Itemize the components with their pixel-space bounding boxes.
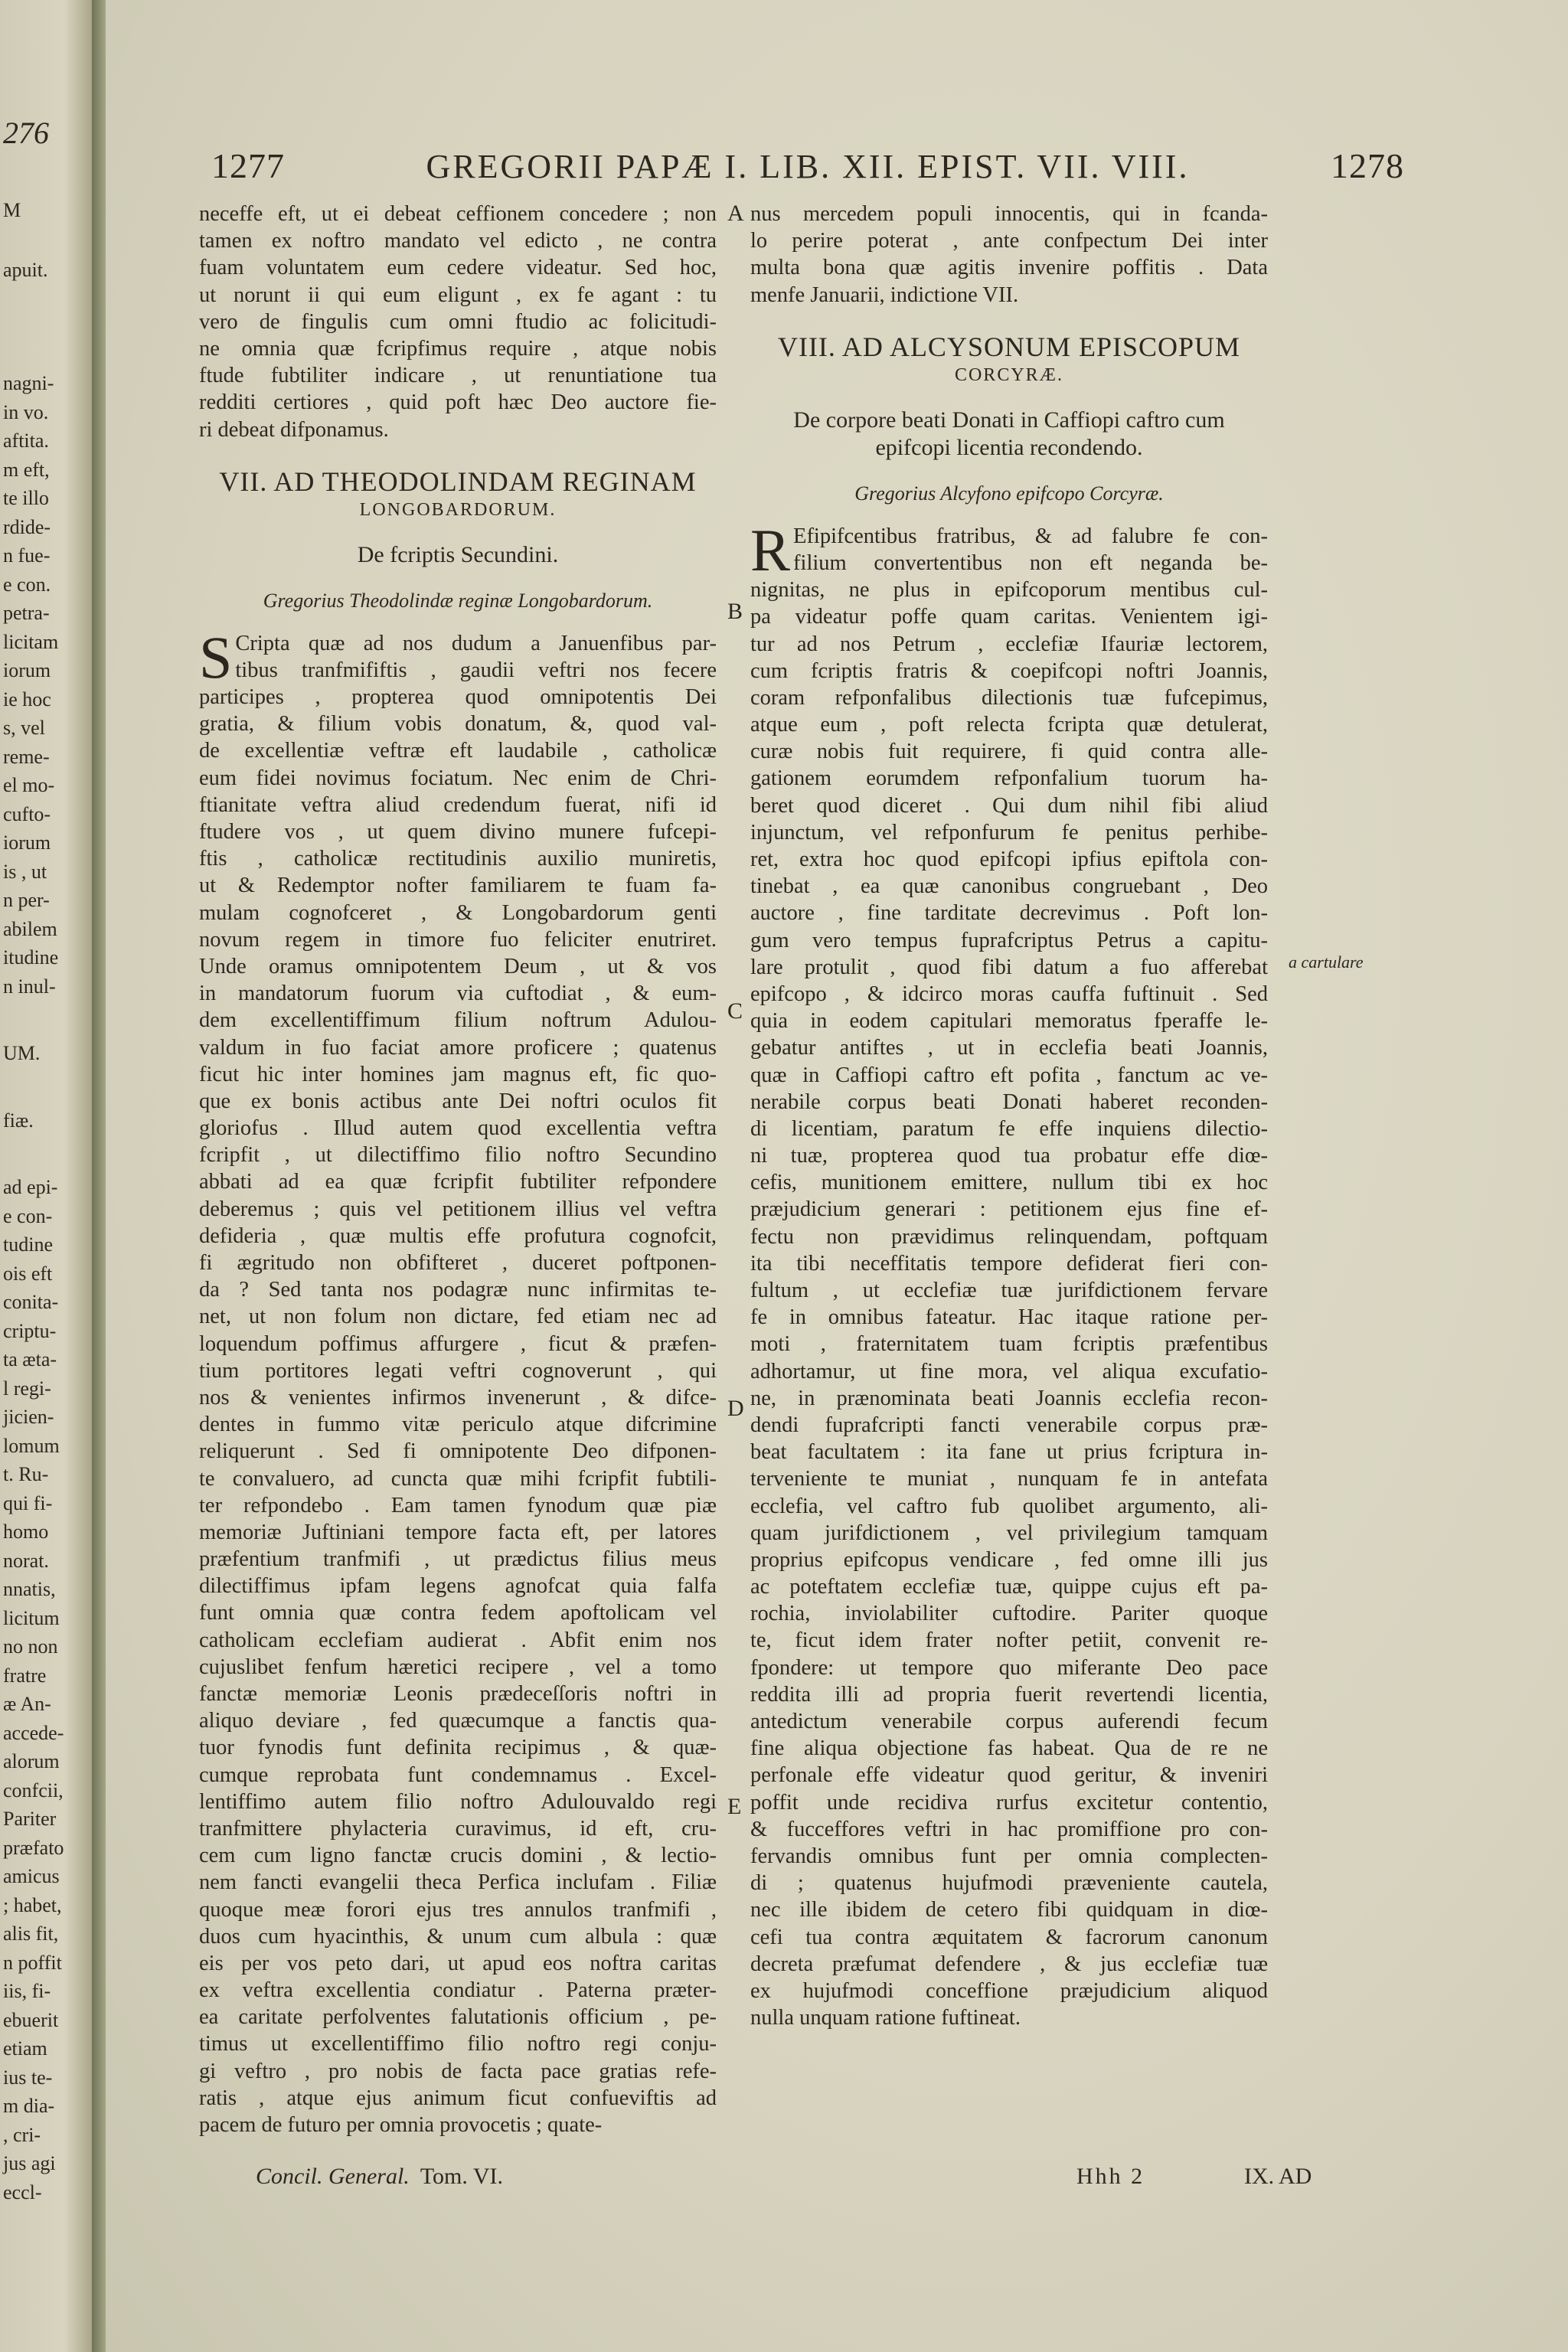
text-line: timus ut excellentiffimo filio noftro regi conju- xyxy=(199,2032,717,2056)
margin-letter-b: B xyxy=(727,599,743,624)
text-line: eum fidei novimus fociatum. Nec enim de Chri- xyxy=(199,766,717,790)
text-line: nus mercedem populi innocentis, qui in fcanda- xyxy=(750,202,1268,226)
text-line: coram refponfalibus dilectionis tuæ fufcepimus, xyxy=(750,685,1268,710)
text-line: ratis , atque ejus animum ficut confueviftis ad xyxy=(199,2086,717,2110)
previous-page-fragment: eccl- xyxy=(3,2180,42,2203)
text-line: proprius epifcopus vendicare , fed omne illi jus xyxy=(750,1547,1268,1572)
text-line: cum fcriptis fratris & coepifcopi noftri Joannis, xyxy=(750,658,1268,683)
previous-page-fragment: tudine xyxy=(3,1233,53,1256)
text-line: catholicam ecclefiam audierat . Abfit enim nos xyxy=(199,1628,717,1652)
previous-page-fragment: ie hoc xyxy=(3,688,51,710)
footer-signature: Hhh 2 xyxy=(1076,2164,1145,2189)
previous-page-fragment: n per- xyxy=(3,889,50,911)
previous-page-fragment: abilem xyxy=(3,917,57,940)
previous-page-fragment: amicus xyxy=(3,1865,60,1887)
epistle-vii-subheading: LONGOBARDORUM. xyxy=(359,499,557,520)
text-line: dentes in fummo vitæ periculo atque difcrimine xyxy=(199,1413,717,1437)
previous-page-fragment: iis, fi- xyxy=(3,1980,51,2002)
text-line: reddita illi ad propria fuerit revertendi licentia, xyxy=(750,1682,1268,1707)
previous-page-fragment: n poffit xyxy=(3,1951,62,1974)
previous-page-fragment: e con. xyxy=(3,573,51,596)
previous-page-fragment: alis fit, xyxy=(3,1922,59,1945)
text-line: antedictum venerabile corpus auferendi fecum xyxy=(750,1710,1268,1733)
text-line: pa videatur poffe quam caritas. Venientem igi- xyxy=(750,605,1268,629)
text-line: atque eum , poft relecta fcripta quæ detulerat, xyxy=(750,713,1268,737)
text-line: nulla unquam ratione fuftineat. xyxy=(750,2006,1021,2030)
text-line: ri debeat difponamus. xyxy=(199,417,389,442)
previous-page-fragment: n fue- xyxy=(3,544,51,567)
drop-cap: R xyxy=(750,516,791,583)
text-line: moti , fraternitatem tuam fcriptis præfentibus xyxy=(750,1332,1268,1357)
text-line: tinebat , ea quæ canonibus congruebant , Deo xyxy=(750,874,1268,899)
text-line: loquendum poffimus affurgere , ficut & præfen- xyxy=(199,1331,717,1356)
previous-page-fragment: no non xyxy=(3,1635,58,1658)
right-page-number: 1278 xyxy=(1330,146,1404,185)
previous-page-fragment: etiam xyxy=(3,2037,47,2060)
text-line: fi ægritudo non obfifteret , duceret poftponen- xyxy=(199,1251,717,1275)
text-line: gationem eorumdem refponfalium tuorum ha- xyxy=(750,766,1268,791)
text-line: neceffe eft, ut ei debeat ceffionem concedere ; non xyxy=(199,202,717,226)
previous-page-fragment: lomum xyxy=(3,1434,60,1457)
text-line: ac poteftatem ecclefiæ tuæ, quippe cujus eft pa- xyxy=(750,1575,1268,1599)
text-line: fervandis omnibus funt per omnia complecten- xyxy=(750,1844,1268,1868)
text-line: de excellentiæ veftræ eft laudabile , catholicæ xyxy=(199,739,717,763)
text-line: lo perire poterat , ante confpectum Dei inter xyxy=(750,229,1268,253)
text-line: ut norunt ii qui eum eligunt , ex fe agant : tu xyxy=(199,283,717,307)
margin-letter-c: C xyxy=(727,998,743,1024)
previous-page-fragment: apuit. xyxy=(3,259,48,281)
text-line: rochia, inviolabiliter cuftodire. Pariter quoque xyxy=(750,1602,1268,1626)
margin-letter-d: D xyxy=(727,1396,744,1421)
previous-page-fragment: petra- xyxy=(3,602,50,624)
text-line: fine aliqua objectione fas habeat. Qua de re ne xyxy=(750,1736,1268,1761)
running-title: GREGORII PAPÆ I. LIB. XII. EPIST. VII. VIII. xyxy=(426,148,1190,185)
text-line: & fucceffores veftri in hac promiffione pro con- xyxy=(750,1817,1268,1841)
text-line: cumque reprobata funt condemnamus . Excel- xyxy=(199,1762,717,1787)
footer-catchword: IX. AD xyxy=(1244,2164,1312,2189)
text-line: da ? Sed tanta nos podagræ nunc infirmitas te- xyxy=(199,1278,717,1302)
text-line: gum vero tempus fuprafcriptus Petrus a capitu- xyxy=(750,928,1268,952)
previous-page-fragment: fratre xyxy=(3,1664,47,1687)
text-line: fultum , ut ecclefiæ tuæ jurifdictionem fervare xyxy=(750,1279,1268,1302)
text-line: net, ut non folum non dictare, fed etiam nec ad xyxy=(199,1305,717,1329)
epistle-vii-topic: De fcriptis Secundini. xyxy=(357,541,559,567)
text-line: di ; quatenus hujufmodi præveniente cautela, xyxy=(750,1871,1268,1896)
previous-page-fragment: fiæ. xyxy=(3,1109,34,1132)
text-line: nignitas, ne plus in epifcoporum mentibus cul- xyxy=(750,578,1268,603)
previous-page-fragment: ebuerit xyxy=(3,2008,59,2031)
side-note: a cartulare xyxy=(1289,952,1364,972)
text-line: novum regem in timore fuo feliciter enutriret. xyxy=(199,927,717,952)
previous-page-fragment: Pariter xyxy=(3,1808,57,1830)
text-line: que ex bonis actibus ante Dei noftri oculos fit xyxy=(199,1089,717,1113)
text-line: participes , propterea quod omnipotentis Dei xyxy=(199,685,717,710)
text-line: ita tibi neceffitatis tempore defiderat fieri con- xyxy=(750,1251,1268,1276)
previous-page-fragment: reme- xyxy=(3,745,50,768)
previous-page-fragment: in vo. xyxy=(3,400,49,423)
text-line: vero de fingulis cum omni ftudio ac folicitudi- xyxy=(199,309,717,334)
book-page xyxy=(106,0,1568,2352)
text-line: ea caritate perfolventes falutationis officium , pe- xyxy=(199,2005,717,2030)
text-line: fuam voluntatem eum cedere videatur. Sed hoc, xyxy=(199,256,717,280)
text-line: ecclefia, vel caftro fub quolibet argumento, ali- xyxy=(750,1494,1268,1518)
text-line: dem excellentiffimum filium noftrum Adulou- xyxy=(199,1008,717,1033)
text-line: filium convertentibus non eft neganda be- xyxy=(793,550,1268,575)
text-line: tranfmittere phylacteria curavimus, id eft, cru- xyxy=(199,1816,717,1841)
previous-page-fragment: norat. xyxy=(3,1549,49,1572)
text-line: memoriæ Juftiniani tempore facta eft, per latores xyxy=(199,1520,717,1544)
epistle-vii-address: Gregorius Theodolindæ reginæ Longobardorum. xyxy=(263,589,653,612)
text-line: dendi fuprafcripti fancti venerabile corpus præ- xyxy=(750,1413,1268,1437)
text-line: valdum in fuo faciat amore proficere ; quatenus xyxy=(199,1035,717,1060)
text-line: aliquo deviare , fed quæcumque a fanctis qua- xyxy=(199,1709,717,1733)
previous-page-edge xyxy=(0,0,92,2352)
text-line: epifcopo , & idcirco moras cauffa fuftinuit . Sed xyxy=(750,982,1268,1006)
previous-page-fragment: , cri- xyxy=(3,2123,41,2146)
previous-page-fragment: t. Ru- xyxy=(3,1463,49,1485)
previous-page-fragment: confcii, xyxy=(3,1779,64,1802)
text-line: ne, in prænominata beati Joannis ecclefia recon- xyxy=(750,1386,1268,1410)
previous-page-fragment: m dia- xyxy=(3,2095,55,2117)
left-intro-text xyxy=(199,201,717,443)
previous-page-fragment: UM. xyxy=(3,1042,41,1064)
text-line: funt omnia quæ contra fedem apoftolicam vel xyxy=(199,1601,717,1625)
footer-work xyxy=(256,2164,503,2190)
text-line: fectu non prævidimus relinquendam, poftquam xyxy=(750,1224,1268,1249)
previous-page-fragment: aftita. xyxy=(3,430,49,452)
previous-page-fragment: homo xyxy=(3,1521,49,1543)
text-line: cem cum ligno fanctæ crucis domini , & lectio- xyxy=(199,1844,717,1868)
previous-page-fragment: ois eft xyxy=(3,1262,53,1285)
epistle-vii-body xyxy=(199,623,717,2139)
text-line: quoque meæ forori ejus tres annulos tranfmifi , xyxy=(199,1897,717,1922)
text-line: cujuslibet fenfum hæretici recipere , vel a tomo xyxy=(199,1655,717,1679)
text-line: lentiffimo autem filio noftro Adulouvaldo regi xyxy=(199,1789,717,1814)
footer-volume: Tom. VI. xyxy=(420,2164,503,2189)
right-intro-text xyxy=(750,201,1268,309)
text-line: gebatur antiftes , ut in ecclefia beati Joannis, xyxy=(750,1036,1268,1060)
text-line: terveniente te muniat , nunquam fe in antefata xyxy=(750,1467,1268,1491)
text-line: ni tuæ, propterea quod tua probatur effe diœ- xyxy=(750,1144,1268,1168)
previous-page-fragment: ad epi- xyxy=(3,1176,58,1198)
text-line: ne omnia quæ fcripfimus require , atque nobis xyxy=(199,336,717,361)
epistle-viii-topic xyxy=(750,407,1268,462)
text-line: menfe Januarii, indictione VII. xyxy=(750,283,1019,307)
previous-page-fragment: criptu- xyxy=(3,1319,57,1342)
previous-page-fragment: n inul- xyxy=(3,975,56,998)
text-line: ficut hic inter homines jam magnus eft, fic quo- xyxy=(199,1062,717,1086)
previous-page-fragment: is , ut xyxy=(3,860,47,883)
text-line: præfentium tranfmifi , ut prædictus filius meus xyxy=(199,1547,717,1572)
epistle-viii-address: Gregorius Alcyfono epifcopo Corcyræ. xyxy=(854,482,1164,505)
previous-page-fragment: el mo- xyxy=(3,774,55,796)
text-line: quam jurifdictionem , vel privilegium tamquam xyxy=(750,1521,1268,1545)
text-line: pacem de futuro per omnia provocetis ; quate- xyxy=(199,2113,603,2137)
text-line: ter refpondebo . Eam tamen fynodum quæ piæ xyxy=(199,1493,717,1517)
text-line: gi veftro , pro nobis de facta pace gratias refe- xyxy=(199,2059,717,2083)
previous-page-fragment: accede- xyxy=(3,1721,64,1744)
text-line: fcripfit , ut dilectiffimo filio noftro Secundino xyxy=(199,1143,717,1168)
text-line: perfonale effe videatur quod geritur, & inveniri xyxy=(750,1763,1268,1788)
text-line: tibus tranfmififtis , gaudii veftri nos fecere xyxy=(235,658,717,682)
text-line: tamen ex noftro mandato vel edicto , ne contra xyxy=(199,229,717,253)
text-line: Efipifcentibus fratribus, & ad falubre fe con- xyxy=(793,524,1268,548)
text-line: fe in omnibus fateatur. Hac itaque ratione per- xyxy=(750,1305,1268,1330)
footer-work-title: Concil. General. xyxy=(256,2164,410,2189)
previous-page-fragment: iorum xyxy=(3,831,51,854)
text-line: ex veftra excellentia condiatur . Paterna præter- xyxy=(199,1978,717,2003)
previous-page-fragment: ; habet, xyxy=(3,1893,62,1916)
previous-page-fragment: qui fi- xyxy=(3,1491,53,1514)
drop-cap: S xyxy=(199,623,233,691)
previous-page-fragment: te illo xyxy=(3,487,49,509)
previous-page-fragment: itudine xyxy=(3,946,59,969)
text-line: decreta præfumat defendere , & jus ecclefiæ tuæ xyxy=(750,1952,1268,1976)
previous-page-fragment: conita- xyxy=(3,1291,59,1313)
text-line: defideria , quæ multis effe profutura cognofcit, xyxy=(199,1223,717,1248)
text-line: Cripta quæ ad nos dudum a Januenfibus par- xyxy=(235,631,717,655)
previous-page-number: 276 xyxy=(3,116,49,150)
text-line: nec ille ibidem de cetero fibi quidquam in diœ- xyxy=(750,1898,1268,1922)
text-line: præjudicium generari : petitionem ejus fine ef- xyxy=(750,1197,1268,1222)
previous-page-fragment: M xyxy=(3,199,21,221)
epistle-viii-body xyxy=(750,516,1268,2032)
text-line: fanctæ memoriæ Leonis prædeceſſoris noftri in xyxy=(199,1682,717,1706)
text-line: lare protulit , quod fibi datum a fuo afferebat xyxy=(750,955,1268,979)
text-line: ftude fubtiliter indicare , ut renuntiatione tua xyxy=(199,364,717,388)
previous-page-fragment: m eft, xyxy=(3,458,50,481)
text-line: auctore , fine tarditate decrevimus . Poft lon- xyxy=(750,901,1268,926)
running-head xyxy=(211,145,1404,186)
previous-page-fragment: nnatis, xyxy=(3,1578,56,1600)
topic-line: De corpore beati Donati in Caffiopi caftro cum xyxy=(793,407,1225,433)
text-line: tuor fynodis funt definita recipimus , & quæ- xyxy=(199,1736,717,1760)
text-line: eis per vos peto dari, ut apud eos noftra caritas xyxy=(199,1951,717,1975)
left-page-number: 1277 xyxy=(211,146,285,185)
text-line: abbati ad ea quæ fcripfit fubtiliter refpondere xyxy=(199,1170,717,1194)
previous-page-fragment: e con- xyxy=(3,1204,53,1227)
text-line: adhortamur, ut fine mora, vel aliqua excufatio- xyxy=(750,1359,1268,1383)
text-line: ut & Redemptor nofter familiarem te fuam fa- xyxy=(199,874,717,898)
text-line: poffit unde recidiva rurfus excitetur contentio, xyxy=(750,1790,1268,1815)
previous-page-fragment: præfato xyxy=(3,1836,64,1859)
text-line: gloriofus . Illud autem quod excellentia veftra xyxy=(199,1116,717,1141)
previous-page-fragment: licitam xyxy=(3,630,59,653)
previous-page-fragment: jicien- xyxy=(3,1406,54,1428)
previous-page-fragment: æ An- xyxy=(3,1693,51,1715)
text-line: deberemus ; quis vel petitionem illius vel veftra xyxy=(199,1197,717,1221)
text-line: tium portitores legati veftri cognoverunt , qui xyxy=(199,1358,717,1383)
text-line: beat facultatem : ita fane ut prius fcriptura in- xyxy=(750,1440,1268,1465)
text-line: te, ficut idem frater nofter petiit, convenit re- xyxy=(750,1628,1268,1653)
book-gutter xyxy=(92,0,106,2352)
previous-page-fragment: rdide- xyxy=(3,515,51,538)
text-line: gratia, & filium vobis donatum, &, quod val- xyxy=(199,712,717,737)
previous-page-fragment: ta æta- xyxy=(3,1348,57,1370)
text-line: curæ nobis fuit requirere, fi quid contra alle- xyxy=(750,740,1268,764)
text-line: te convaluero, ad cuncta quæ mihi fcripfit fubtili- xyxy=(199,1466,717,1491)
right-column xyxy=(750,201,1268,2031)
text-line: fpondere: ut tempore quo miferante Deo pace xyxy=(750,1655,1268,1680)
previous-page-fragment: l regi- xyxy=(3,1377,51,1400)
margin-letter-e: E xyxy=(727,1794,742,1819)
text-line: cefis, munitionem emittere, nullum tibi ex hoc xyxy=(750,1171,1268,1195)
text-line: nos & venientes infirmos invenerunt , & difce- xyxy=(199,1385,717,1410)
epistle-viii-subheading: CORCYRÆ. xyxy=(954,364,1064,385)
text-line: ftianitate veftra aliud credendum fuerat, nifi id xyxy=(199,792,717,817)
text-line: mulam cognofceret , & Longobardorum genti xyxy=(199,900,717,925)
text-line: dilectiffimus ipfam legens agnofcat quia falfa xyxy=(199,1574,717,1599)
previous-page-fragment: cufto- xyxy=(3,802,51,825)
epistle-vii-heading: VII. AD THEODOLINDAM REGINAM xyxy=(219,466,697,497)
previous-page-fragment: licitum xyxy=(3,1606,60,1629)
text-line: ex hujufmodi conceffione præjudicium aliquod xyxy=(750,1978,1268,2003)
text-line: quæ in Caffiopi caftro eft pofita , fanctum ac ve- xyxy=(750,1063,1268,1087)
previous-page-fragment: s, vel xyxy=(3,717,45,739)
text-line: redditi certiores , quid poft hæc Deo auctore fie- xyxy=(199,390,717,415)
previous-page-fragment: iorum xyxy=(3,659,51,681)
epistle-viii-heading: VIII. AD ALCYSONUM EPISCOPUM xyxy=(777,331,1241,362)
text-line: nem fancti evangelii theca Perfica inclufam . Filiæ xyxy=(199,1870,717,1895)
text-line: Unde oramus omnipotentem Deum , ut & vos xyxy=(199,954,717,978)
text-line: duos cum hyacinthis, & unum cum albula : quæ xyxy=(199,1924,717,1949)
left-column xyxy=(199,201,717,2138)
text-line: di licentiam, paratum fe effe inquiens dilectio- xyxy=(750,1116,1268,1141)
text-line: ret, extra hoc quod epifcopi ipfius epiftola con- xyxy=(750,848,1268,871)
text-line: beret quod diceret . Qui dum nihil fibi aliud xyxy=(750,793,1268,818)
previous-page-fragment: nagni- xyxy=(3,372,54,394)
text-line: ftudere vos , ut quem divino munere fufcepi- xyxy=(199,820,717,844)
previous-page-fragment: jus agi xyxy=(3,2152,56,2174)
text-line: reliquerunt . Sed fi omnipotente Deo difponen- xyxy=(199,1439,717,1464)
text-line: injunctum, vel refponfurum fe penitus perhibe- xyxy=(750,820,1268,844)
text-line: quia in eodem capitulari memoratus fperaffe le- xyxy=(750,1009,1268,1034)
previous-page-fragment: alorum xyxy=(3,1750,60,1772)
previous-page-fragment: ius te- xyxy=(3,2066,53,2089)
text-line: ftis , catholicæ rectitudinis auxilio muniretis, xyxy=(199,847,717,871)
text-line: tur ad nos Petrum , ecclefiæ Ifauriæ lectorem, xyxy=(750,632,1268,656)
margin-letter-a: A xyxy=(727,201,744,226)
topic-line: epifcopi licentia recondendo. xyxy=(875,434,1143,460)
text-line: cefi tua contra æquitatem & facrorum canonum xyxy=(750,1925,1268,1949)
text-line: in mandatorum fuorum via cuftodiat , & eum- xyxy=(199,982,717,1006)
text-line: multa bona quæ agitis invenire poffitis . Data xyxy=(750,256,1268,280)
text-line: nerabile corpus beati Donati haberet reconden- xyxy=(750,1089,1268,1114)
